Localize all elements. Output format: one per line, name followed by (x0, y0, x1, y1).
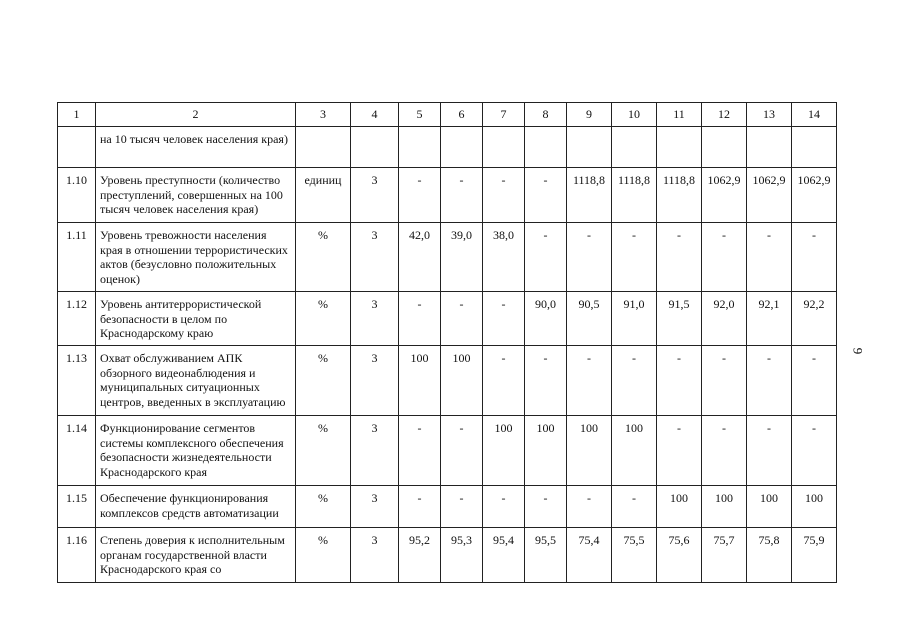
row-value: 1118,8 (567, 168, 612, 223)
row-value: 1118,8 (612, 168, 657, 223)
row-description: на 10 тысяч человек населения края) (96, 127, 296, 168)
row-col4 (351, 127, 399, 168)
row-value: 100 (792, 486, 837, 528)
row-value: - (525, 168, 567, 223)
row-description: Функционирование сегментов системы комплексного обеспечения безопасности жизнедеятельности Краснодарского края (96, 416, 296, 486)
row-value: - (483, 292, 525, 346)
table-row (58, 486, 837, 528)
row-number: 1.10 (58, 168, 96, 223)
header-cell: 14 (792, 103, 837, 127)
row-unit (296, 127, 351, 168)
row-value: - (702, 223, 747, 292)
row-value: 75,4 (567, 528, 612, 583)
row-unit: % (296, 528, 351, 583)
row-value: 1062,9 (747, 168, 792, 223)
row-description: Степень доверия к исполнительным органам государственной власти Краснодарского края со (96, 528, 296, 583)
row-value: - (399, 416, 441, 486)
row-value: 100 (441, 346, 483, 416)
header-cell: 7 (483, 103, 525, 127)
row-description: Уровень преступности (количество преступлений, совершенных на 100 тысяч человек населения края) (96, 168, 296, 223)
row-value: 95,4 (483, 528, 525, 583)
row-unit: % (296, 346, 351, 416)
row-number: 1.14 (58, 416, 96, 486)
row-value: 1118,8 (657, 168, 702, 223)
row-value: - (567, 223, 612, 292)
table-row (58, 127, 837, 168)
row-value: 92,2 (792, 292, 837, 346)
row-value: - (657, 223, 702, 292)
row-value: - (612, 486, 657, 528)
header-cell: 1 (58, 103, 96, 127)
row-value: - (612, 346, 657, 416)
row-number: 1.15 (58, 486, 96, 528)
row-value: 100 (747, 486, 792, 528)
row-value: 75,5 (612, 528, 657, 583)
row-value: 100 (525, 416, 567, 486)
row-description: Уровень тревожности населения края в отношении террористических актов (безусловно положительных оценок) (96, 223, 296, 292)
row-unit: % (296, 292, 351, 346)
row-value: - (483, 346, 525, 416)
row-value: - (792, 223, 837, 292)
row-number: 1.13 (58, 346, 96, 416)
row-value: 92,0 (702, 292, 747, 346)
row-value (525, 127, 567, 168)
row-value: - (441, 486, 483, 528)
table-row (58, 223, 837, 292)
row-value: 91,5 (657, 292, 702, 346)
header-cell: 6 (441, 103, 483, 127)
row-value (657, 127, 702, 168)
row-value: 100 (612, 416, 657, 486)
row-value: 39,0 (441, 223, 483, 292)
row-value: 75,6 (657, 528, 702, 583)
row-value: 100 (657, 486, 702, 528)
row-col4: 3 (351, 168, 399, 223)
row-col4: 3 (351, 292, 399, 346)
header-cell: 2 (96, 103, 296, 127)
row-value: - (525, 486, 567, 528)
row-value: - (483, 168, 525, 223)
indicators-table (57, 102, 837, 583)
row-value (483, 127, 525, 168)
row-col4: 3 (351, 486, 399, 528)
row-value: - (792, 346, 837, 416)
row-value: - (657, 346, 702, 416)
row-unit: % (296, 416, 351, 486)
row-value (702, 127, 747, 168)
header-cell: 9 (567, 103, 612, 127)
row-value (612, 127, 657, 168)
row-value (441, 127, 483, 168)
row-value: - (483, 486, 525, 528)
header-cell: 8 (525, 103, 567, 127)
table-row (58, 528, 837, 583)
row-col4: 3 (351, 416, 399, 486)
row-value: 75,7 (702, 528, 747, 583)
row-value: - (441, 292, 483, 346)
row-value (567, 127, 612, 168)
row-unit: % (296, 223, 351, 292)
row-value: - (567, 346, 612, 416)
row-description: Охват обслуживанием АПК обзорного видеонаблюдения и муниципальных ситуационных центров, введенных в эксплуатацию (96, 346, 296, 416)
row-value: - (702, 416, 747, 486)
row-value: 1062,9 (792, 168, 837, 223)
header-cell: 12 (702, 103, 747, 127)
row-value: 90,5 (567, 292, 612, 346)
row-value: 42,0 (399, 223, 441, 292)
row-value: - (567, 486, 612, 528)
row-value: - (441, 416, 483, 486)
row-value: 75,8 (747, 528, 792, 583)
row-value: 95,5 (525, 528, 567, 583)
row-value: - (525, 346, 567, 416)
row-value (399, 127, 441, 168)
row-unit: % (296, 486, 351, 528)
row-value: 95,3 (441, 528, 483, 583)
row-value: 1062,9 (702, 168, 747, 223)
table-row (58, 292, 837, 346)
row-number (58, 127, 96, 168)
row-number: 1.12 (58, 292, 96, 346)
row-value: - (399, 292, 441, 346)
header-cell: 10 (612, 103, 657, 127)
header-cell: 11 (657, 103, 702, 127)
row-value: - (702, 346, 747, 416)
header-cell: 4 (351, 103, 399, 127)
row-value: 75,9 (792, 528, 837, 583)
row-unit: единиц (296, 168, 351, 223)
page-number: 9 (850, 347, 866, 355)
row-value: - (441, 168, 483, 223)
row-col4: 3 (351, 346, 399, 416)
row-value: - (399, 168, 441, 223)
header-cell: 5 (399, 103, 441, 127)
row-value: 95,2 (399, 528, 441, 583)
row-value: 100 (399, 346, 441, 416)
row-col4: 3 (351, 223, 399, 292)
row-value (792, 127, 837, 168)
table-row (58, 168, 837, 223)
row-value: 100 (702, 486, 747, 528)
header-row (58, 103, 837, 127)
row-description: Обеспечение функционирования комплексов средств автоматизации (96, 486, 296, 528)
row-value: - (747, 346, 792, 416)
header-cell: 3 (296, 103, 351, 127)
row-col4: 3 (351, 528, 399, 583)
row-value: - (747, 223, 792, 292)
table-row (58, 416, 837, 486)
row-value: - (792, 416, 837, 486)
row-value: - (525, 223, 567, 292)
row-value: 100 (567, 416, 612, 486)
row-value: 91,0 (612, 292, 657, 346)
table-row (58, 346, 837, 416)
row-number: 1.11 (58, 223, 96, 292)
row-value: - (657, 416, 702, 486)
row-description: Уровень антитеррористической безопасности в целом по Краснодарскому краю (96, 292, 296, 346)
row-value: - (747, 416, 792, 486)
row-value: - (399, 486, 441, 528)
row-number: 1.16 (58, 528, 96, 583)
row-value: 100 (483, 416, 525, 486)
row-value: - (612, 223, 657, 292)
row-value: 90,0 (525, 292, 567, 346)
row-value (747, 127, 792, 168)
header-cell: 13 (747, 103, 792, 127)
row-value: 92,1 (747, 292, 792, 346)
row-value: 38,0 (483, 223, 525, 292)
